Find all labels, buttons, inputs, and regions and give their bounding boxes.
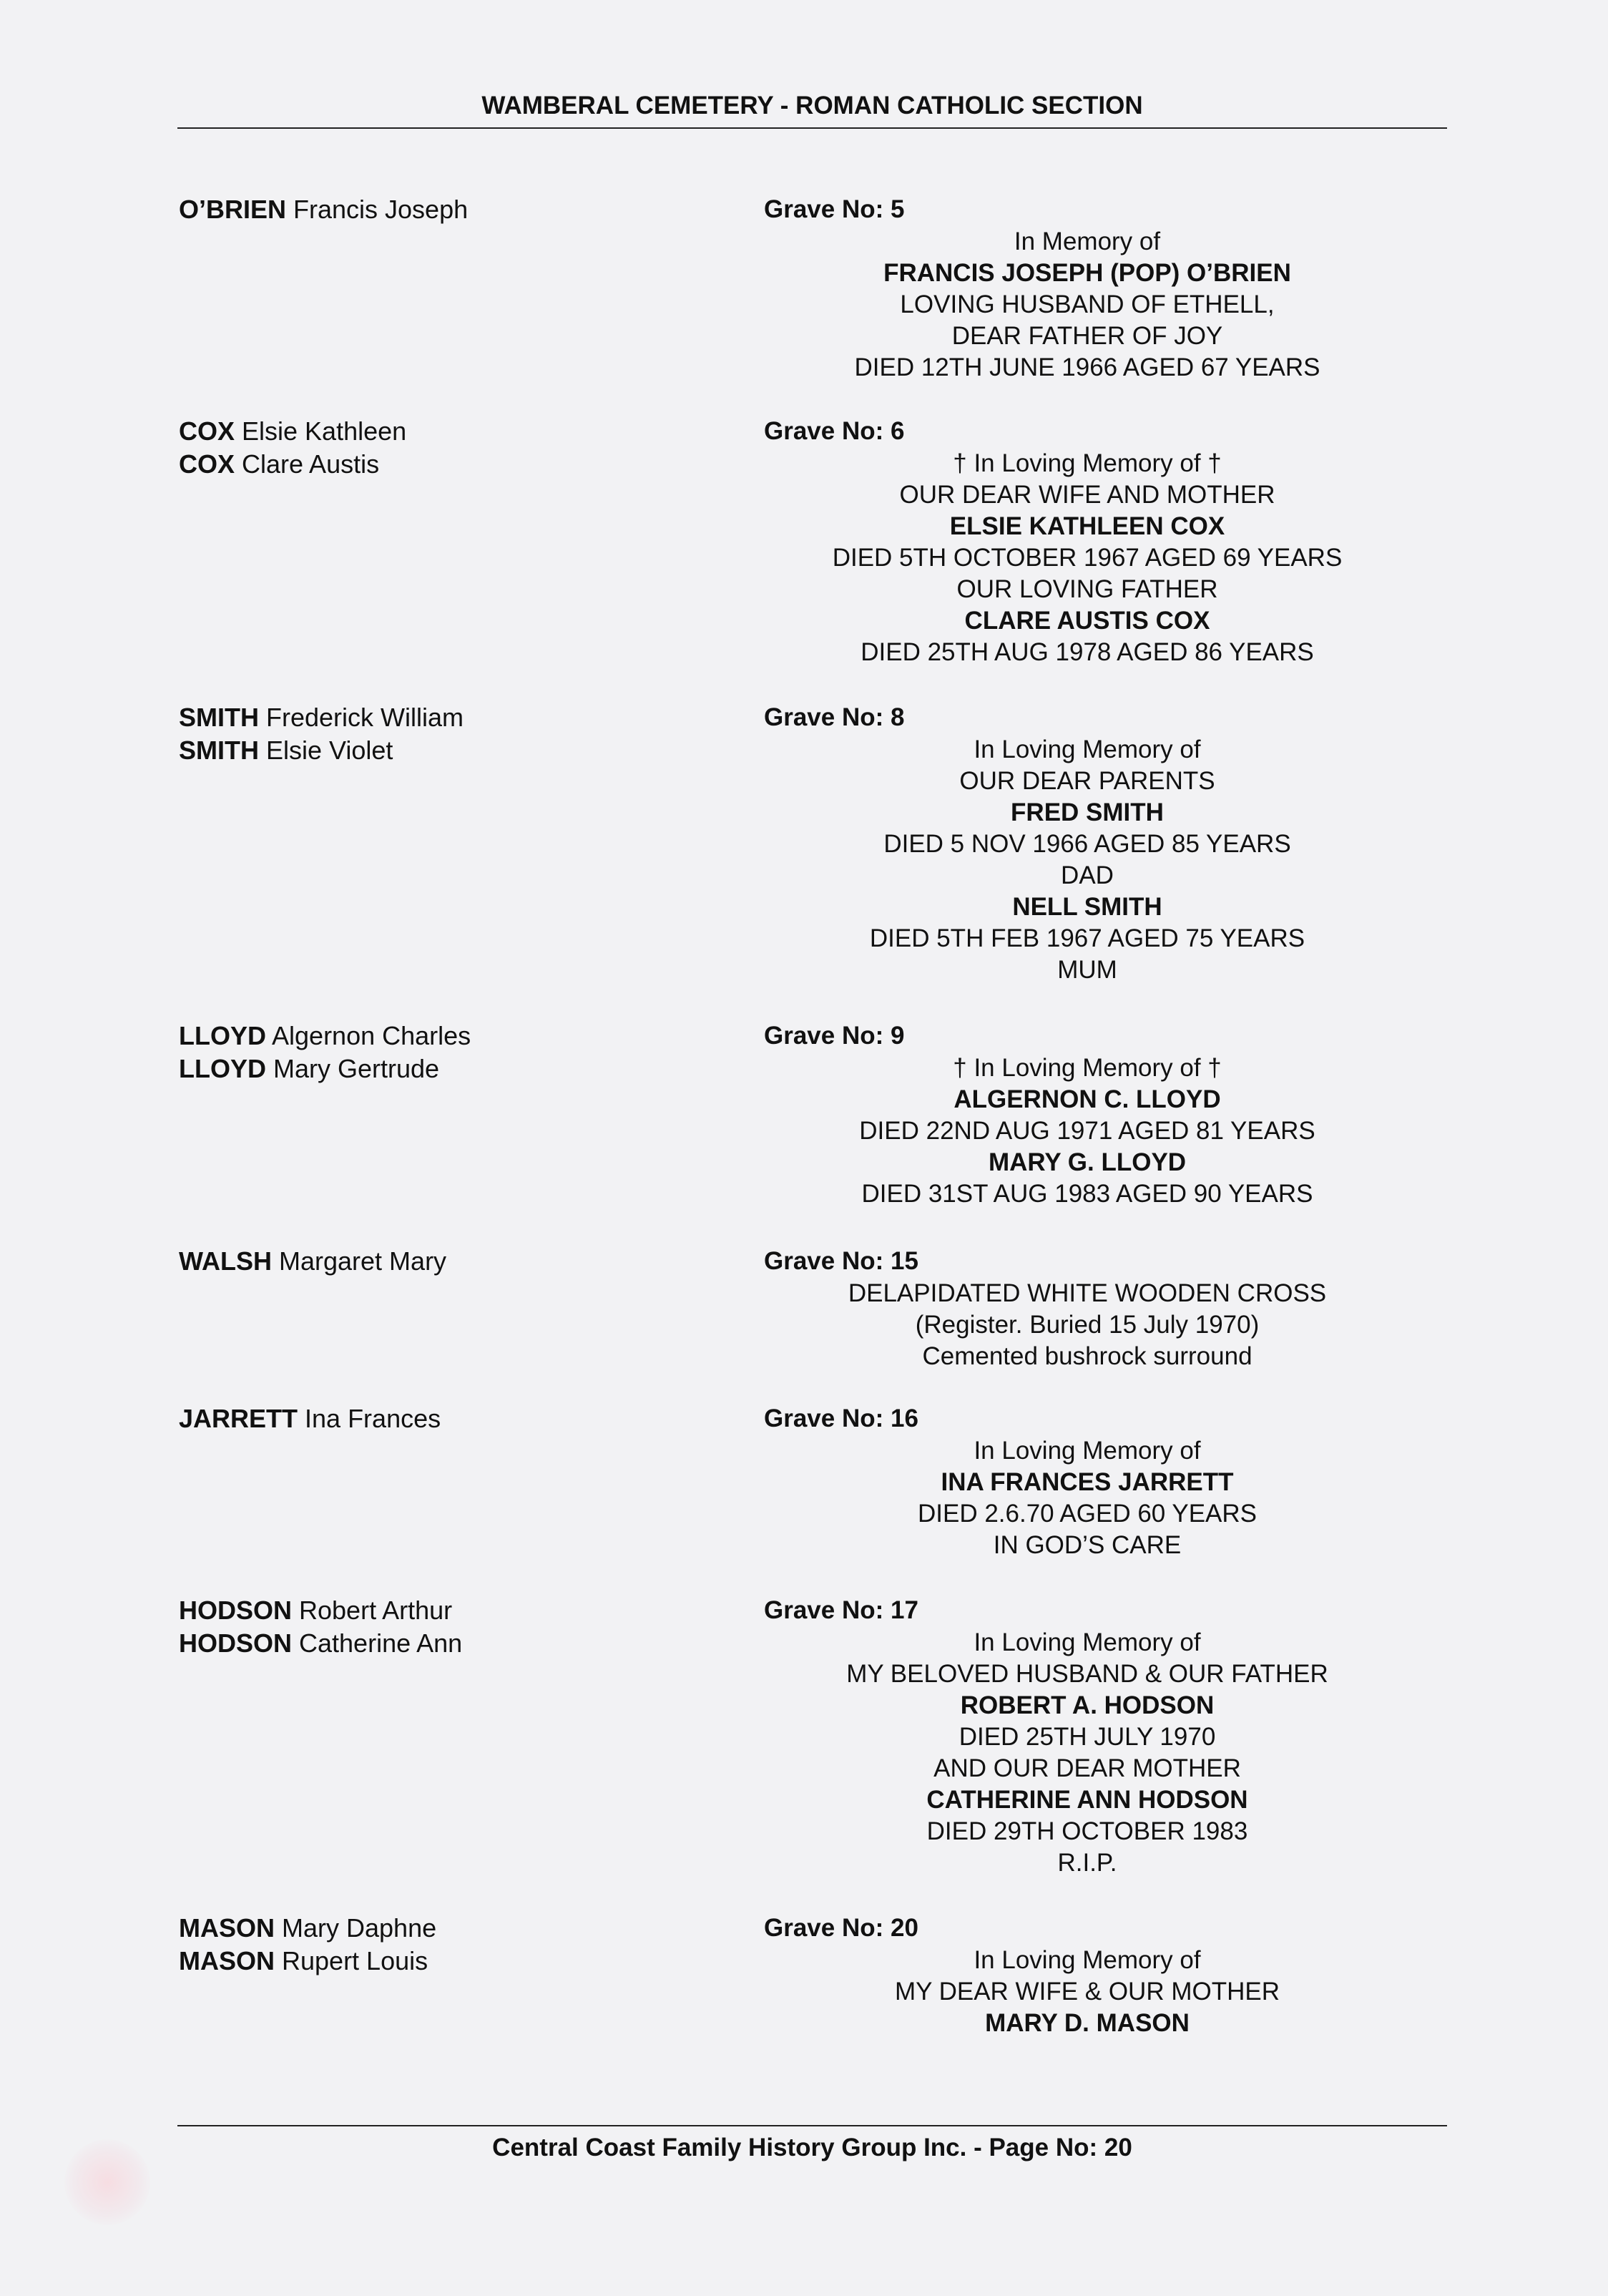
name-row bbox=[179, 1052, 471, 1085]
inscription-line: ELSIE KATHLEEN COX bbox=[949, 512, 1225, 540]
grave-number: Grave No: 5 bbox=[764, 195, 905, 223]
name-row bbox=[179, 1627, 462, 1660]
surname: SMITH bbox=[179, 736, 259, 765]
inscription-line: FRED SMITH bbox=[1011, 798, 1164, 826]
name-row bbox=[179, 193, 468, 226]
name-row bbox=[179, 701, 464, 734]
inscription-line: ROBERT A. HODSON bbox=[960, 1691, 1215, 1719]
inscription bbox=[801, 1052, 1373, 1210]
given-names: Rupert Louis bbox=[275, 1946, 428, 1975]
page-stain bbox=[64, 2139, 150, 2225]
name-row bbox=[179, 734, 464, 767]
given-names: Ina Frances bbox=[298, 1404, 441, 1433]
inscription-line: DIED 5TH OCTOBER 1967 AGED 69 YEARS bbox=[832, 544, 1343, 572]
surname: WALSH bbox=[179, 1246, 272, 1276]
inscription-line: MARY G. LLOYD bbox=[988, 1148, 1187, 1176]
surname: COX bbox=[179, 449, 235, 479]
grave-number: Grave No: 8 bbox=[764, 703, 905, 731]
name-row bbox=[179, 1020, 471, 1052]
inscription-line: INA FRANCES JARRETT bbox=[941, 1468, 1234, 1496]
surname: MASON bbox=[179, 1946, 275, 1975]
given-names: Mary Gertrude bbox=[266, 1054, 440, 1083]
inscription-line: DIED 2.6.70 AGED 60 YEARS bbox=[917, 1500, 1258, 1528]
inscription-line: MUM bbox=[1057, 956, 1117, 984]
inscription-line: FRANCIS JOSEPH (POP) O’BRIEN bbox=[883, 259, 1291, 287]
inscription bbox=[801, 1435, 1373, 1561]
page-header: WAMBERAL CEMETERY - ROMAN CATHOLIC SECTION bbox=[481, 92, 1143, 119]
inscription-line: CLARE AUSTIS COX bbox=[964, 607, 1210, 635]
name-row bbox=[179, 415, 406, 448]
grave-number: Grave No: 16 bbox=[764, 1405, 918, 1432]
inscription-line: IN GOD’S CARE bbox=[993, 1531, 1182, 1559]
interred-names bbox=[179, 193, 468, 226]
inscription-line: AND OUR DEAR MOTHER bbox=[933, 1754, 1241, 1782]
inscription-line: † In Loving Memory of † bbox=[953, 449, 1222, 477]
surname: LLOYD bbox=[179, 1021, 266, 1050]
given-names: Catherine Ann bbox=[292, 1628, 463, 1658]
inscription-line: DIED 5TH FEB 1967 AGED 75 YEARS bbox=[869, 924, 1305, 952]
inscription-line: R.I.P. bbox=[1057, 1849, 1117, 1877]
page-footer: Central Coast Family History Group Inc. - Page No: 20 bbox=[492, 2134, 1132, 2161]
surname: MASON bbox=[179, 1913, 275, 1943]
grave-number: Grave No: 15 bbox=[764, 1247, 918, 1275]
name-row bbox=[179, 448, 406, 481]
surname: O’BRIEN bbox=[179, 195, 287, 224]
given-names: Elsie Kathleen bbox=[235, 416, 407, 446]
name-row bbox=[179, 1945, 436, 1978]
inscription-line: In Loving Memory of bbox=[974, 1628, 1201, 1656]
inscription bbox=[801, 1627, 1373, 1879]
inscription-line: NELL SMITH bbox=[1012, 893, 1162, 921]
given-names: Margaret Mary bbox=[272, 1246, 447, 1276]
interred-names bbox=[179, 1402, 441, 1435]
inscription-line: MY BELOVED HUSBAND & OUR FATHER bbox=[846, 1660, 1328, 1688]
inscription-line: DIED 12TH JUNE 1966 AGED 67 YEARS bbox=[854, 353, 1320, 381]
given-names: Elsie Violet bbox=[259, 736, 393, 765]
grave-number: Grave No: 17 bbox=[764, 1596, 918, 1624]
inscription-line: DIED 5 NOV 1966 AGED 85 YEARS bbox=[883, 830, 1291, 858]
given-names: Clare Austis bbox=[235, 449, 380, 479]
interred-names bbox=[179, 701, 464, 767]
surname: HODSON bbox=[179, 1596, 293, 1625]
given-names: Robert Arthur bbox=[292, 1596, 453, 1625]
inscription-line: DEAR FATHER OF JOY bbox=[951, 322, 1223, 350]
inscription-line: In Loving Memory of bbox=[974, 736, 1201, 763]
header-rule bbox=[177, 127, 1447, 129]
inscription-line: LOVING HUSBAND OF ETHELL, bbox=[900, 290, 1275, 318]
surname: HODSON bbox=[179, 1628, 293, 1658]
interred-names bbox=[179, 1912, 436, 1978]
given-names: Frederick William bbox=[259, 703, 464, 732]
inscription-line: Cemented bushrock surround bbox=[922, 1342, 1252, 1370]
interred-names bbox=[179, 1245, 446, 1278]
inscription-line: OUR LOVING FATHER bbox=[956, 575, 1218, 603]
inscription bbox=[801, 448, 1373, 668]
given-names: Francis Joseph bbox=[286, 195, 469, 224]
inscription-line: (Register. Buried 15 July 1970) bbox=[915, 1311, 1260, 1339]
inscription bbox=[801, 226, 1373, 384]
name-row bbox=[179, 1402, 441, 1435]
inscription-line: In Memory of bbox=[1014, 228, 1161, 255]
footer-rule bbox=[177, 2125, 1447, 2126]
given-names: Algernon Charles bbox=[266, 1021, 471, 1050]
inscription-line: † In Loving Memory of † bbox=[953, 1054, 1222, 1082]
inscription-line: In Loving Memory of bbox=[974, 1946, 1201, 1974]
inscription bbox=[801, 734, 1373, 986]
inscription-line: In Loving Memory of bbox=[974, 1437, 1201, 1465]
inscription bbox=[801, 1945, 1373, 2039]
surname: JARRETT bbox=[179, 1404, 298, 1433]
inscription-line: DIED 25TH AUG 1978 AGED 86 YEARS bbox=[861, 638, 1314, 666]
interred-names bbox=[179, 1020, 471, 1085]
inscription-line: CATHERINE ANN HODSON bbox=[926, 1786, 1248, 1814]
surname: LLOYD bbox=[179, 1054, 266, 1083]
interred-names bbox=[179, 415, 406, 481]
grave-number: Grave No: 20 bbox=[764, 1914, 918, 1942]
inscription-line: DIED 22ND AUG 1971 AGED 81 YEARS bbox=[859, 1117, 1315, 1145]
inscription-line: MARY D. MASON bbox=[985, 2009, 1190, 2037]
name-row bbox=[179, 1245, 446, 1278]
name-row bbox=[179, 1912, 436, 1945]
surname: COX bbox=[179, 416, 235, 446]
inscription-line: ALGERNON C. LLOYD bbox=[953, 1085, 1221, 1113]
inscription-line: OUR DEAR WIFE AND MOTHER bbox=[899, 481, 1275, 509]
inscription-line: DAD bbox=[1061, 861, 1114, 889]
interred-names bbox=[179, 1594, 462, 1660]
grave-number: Grave No: 6 bbox=[764, 417, 905, 445]
inscription-line: DELAPIDATED WHITE WOODEN CROSS bbox=[848, 1279, 1327, 1307]
inscription-line: OUR DEAR PARENTS bbox=[959, 767, 1215, 795]
grave-number: Grave No: 9 bbox=[764, 1022, 905, 1050]
inscription-line: DIED 25TH JULY 1970 bbox=[959, 1723, 1216, 1751]
inscription-line: MY DEAR WIFE & OUR MOTHER bbox=[895, 1978, 1280, 2006]
surname: SMITH bbox=[179, 703, 259, 732]
inscription-line: DIED 29TH OCTOBER 1983 bbox=[926, 1817, 1248, 1845]
inscription-line: DIED 31ST AUG 1983 AGED 90 YEARS bbox=[861, 1180, 1313, 1208]
name-row bbox=[179, 1594, 462, 1627]
inscription bbox=[801, 1278, 1373, 1372]
given-names: Mary Daphne bbox=[275, 1913, 437, 1943]
